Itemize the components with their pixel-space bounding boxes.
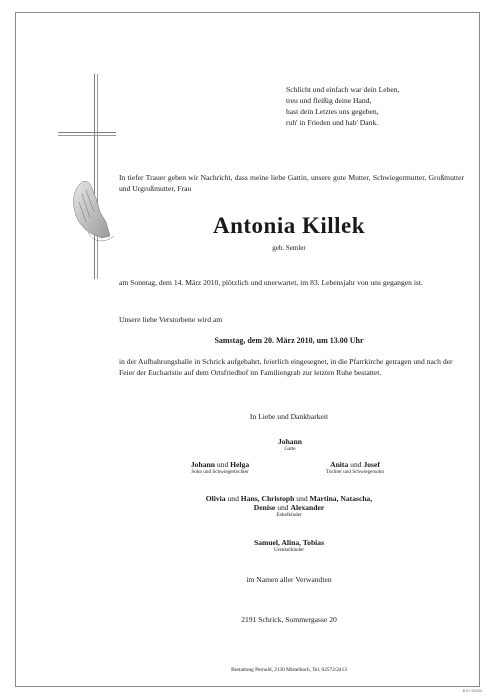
family-address: 2191 Schrick, Sommergasse 20 xyxy=(241,615,337,624)
mourner-son xyxy=(150,460,290,476)
mourner-name: Hans, Christoph xyxy=(240,494,295,503)
mourner-name: Anita xyxy=(330,460,349,469)
mourner-name: Johann xyxy=(190,460,215,469)
mourner-name: Samuel, Alina, Tobias xyxy=(253,538,325,547)
conjunction: und xyxy=(227,494,239,503)
mourner-role: Sohn und Schwiegertochter xyxy=(191,469,249,475)
closing-line: In Liebe und Dankbarkeit xyxy=(249,412,329,421)
mourner-daughter xyxy=(285,460,425,476)
announcement-text: In tiefer Trauer geben wir Nachricht, dass meine liebe Gattin, unsere gute Mutter, Schwiegermutter, Großmutter und Urgroßmutter, Frau xyxy=(119,173,464,193)
mourner-name: Alexander xyxy=(290,503,325,512)
print-code: B 07 90034 xyxy=(462,689,482,693)
mourner-role: Enkelkinder xyxy=(276,512,302,518)
mourner-name: Josef xyxy=(363,460,380,469)
poem-line-1: Schlicht und einfach war dein Leben, xyxy=(286,85,400,94)
conjunction: und xyxy=(277,503,289,512)
poem-line-4: ruh' in Frieden und hab' Dank. xyxy=(286,118,379,127)
mourner-name: Olivia xyxy=(205,494,226,503)
mourner-role: Gatte xyxy=(284,446,296,452)
mourner-husband xyxy=(170,437,410,453)
mourner-name: Helga xyxy=(230,460,250,469)
poem-line-2: treu und fleißig deine Hand, xyxy=(286,96,372,105)
funeral-date: Samstag, dem 20. März 2010, um 13.00 Uhr xyxy=(214,336,364,345)
cross-praying-hands-icon xyxy=(58,72,118,282)
death-text: am Sonntag, dem 14. März 2010, plötzlich und unerwartet, im 83. Lebensjahr von uns gegangen ist. xyxy=(119,278,423,287)
mourner-name: Denise xyxy=(253,503,276,512)
mourner-great-grandchildren xyxy=(119,538,459,554)
burial-intro: Unsere liebe Verstorbene wird am xyxy=(119,315,223,324)
mourner-grandchildren xyxy=(119,494,459,519)
poem-line-3: hast dein Letztes uns gegeben, xyxy=(286,107,379,116)
ceremony-text: in der Aufbahrungshalle in Schrick aufgebahrt, feierlich eingesegnet, in die Pfarrkirche getragen und nach der Feier der Eucharistie auf dem Ortsfriedhof im Familiengrab zur letzten Ruhe bestattet. xyxy=(119,357,453,377)
undertaker-info: Bestattung Pernold, 2130 Mistelbach, Tel. 02572/2413 xyxy=(231,667,347,673)
conjunction: und xyxy=(296,494,308,503)
deceased-name: Antonia Killek xyxy=(212,213,366,238)
mourner-name: Johann xyxy=(277,437,303,446)
relatives-line: im Namen aller Verwandten xyxy=(246,575,332,584)
conjunction: und xyxy=(216,460,229,469)
mourner-role: Tochter und Schwiegersohn xyxy=(326,469,384,475)
mourner-name: Martina, Natascha, xyxy=(309,494,373,503)
mourner-role: Urenkelkinder xyxy=(274,547,304,553)
poem xyxy=(286,84,476,128)
maiden-name: geb. Semler xyxy=(272,244,306,252)
conjunction: und xyxy=(350,460,362,469)
